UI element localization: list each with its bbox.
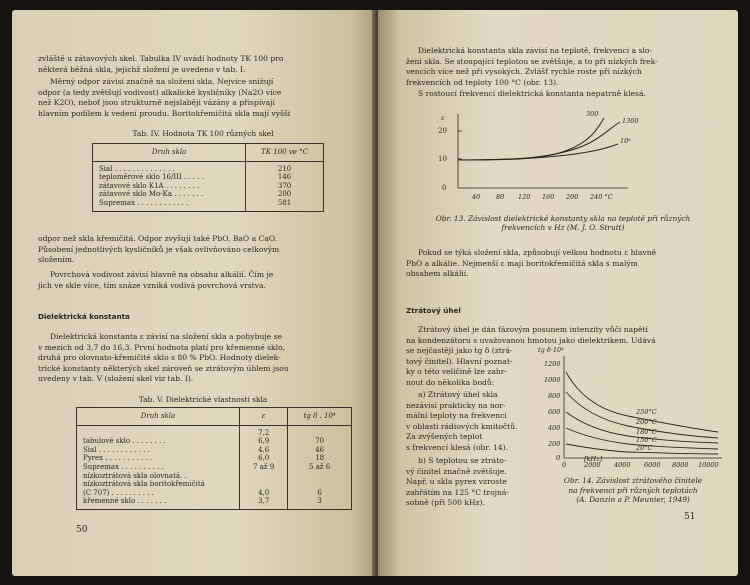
table-row: Pyrex . . . . . . . . . . . 6,0 18: [77, 454, 352, 463]
table-5-header-eps: ε: [240, 408, 288, 426]
fig14-y-tick: 200: [548, 440, 561, 448]
right-paragraph-3: Pokud se týká složení skla, způsobují velkou hodnotu ε hlavně PbO a alkálie. Nejmenší ε mají boritokřemičitá skla s malým obsahem alkálií.: [406, 248, 657, 279]
fig13-curve-1300: [458, 122, 620, 160]
table-5-header-kind: Druh skla: [77, 408, 240, 426]
fig14-x-tick: 6000: [644, 461, 661, 469]
figure-13-caption: Obr. 13. Závislost dielektrické konstanty skla na teplotě při různých frekvencích v Hz (M. J. O. Strutt): [435, 214, 691, 232]
table-row: křemenné sklo . . . . . . . 3,7 3: [77, 497, 352, 509]
fig13-curve-300: [458, 118, 604, 160]
right-paragraph-1: Dielektrická konstanta skla závisí na teplotě, frekvenci a slo- žení skla. Se stoupající teplotou se zvětšuje, a to při nízkých frek- vencích více než při vysokých. Zvlášť rychle roste při nízkých frekvencích od teploty 100 °C (obr. 13).: [406, 46, 658, 87]
fig13-curve-label: 300: [586, 110, 599, 118]
table-row: zátavové sklo K1A . . . . . . . . 370: [93, 182, 324, 191]
left-paragraph-3: odpor než skla křemičitá. Odpor zvyšují také PbO, BaO a CaO. Působení jednotlivých kysličníků je však ovlivňováno celkovým složením.: [38, 234, 280, 265]
fig13-curve-1e6: [458, 144, 618, 160]
table-row: Supremax . . . . . . . . . . 7 až 9 5 až 6: [77, 463, 352, 472]
fig14-x-tick: 0: [562, 461, 567, 469]
right-paragraph-5: a) Ztrátový úhel skla nezávisí prakticky na nor- mální teploty na frekvenci v oblasti rádiových kmitočtů. Za zvýšených teplot s frekvencí klesá (obr. 14).: [406, 390, 518, 452]
table-row: Supremax . . . . . . . . . . . . 581: [93, 199, 324, 211]
left-page-number: 50: [76, 525, 88, 535]
fig13-y-tick: 10: [438, 155, 447, 163]
fig13-x-tick: 160: [542, 193, 555, 201]
fig13-curve-label: 10⁶: [620, 137, 631, 145]
fig14-y-tick: 1000: [544, 376, 561, 384]
right-paragraph-2: S rostoucí frekvencí dielektrická konstanta nepatrně klesá.: [418, 89, 646, 98]
fig13-x-tick: 200: [566, 193, 579, 201]
table-row: (C 707) . . . . . . . . . . 4,0 6: [77, 489, 352, 498]
table-5-header-tg: tg δ . 10⁴: [288, 408, 352, 426]
table-4-header-tk: TK 100 ve °C: [246, 144, 324, 162]
fig13-x-tick: 240 °C: [590, 193, 613, 201]
fig14-curve-label: 20°C: [636, 444, 653, 452]
table-row: tabulové sklo . . . . . . . . 6,9 70: [77, 437, 352, 446]
fig14-y-tick: 800: [548, 392, 561, 400]
left-paragraph-2: Měrný odpor závisí značně na složení skla. Nejvíce snižují odpor (a tedy zvětšují vodivost) alkalické kysličníky (Na2O více než K2O), neboť jsou strukturně nejslaběji vázány a přispívají hlavním podílem k vedení proudu. Boritokřemičitá skla mají vyšší: [38, 77, 291, 118]
fig13-curve-label: 1300: [622, 117, 639, 125]
table-5: [76, 407, 352, 510]
fig14-x-unit: [kHz]: [584, 455, 603, 463]
fig13-x-tick: 80: [496, 193, 505, 201]
fig14-curve-label: 180°C: [636, 428, 657, 436]
section-heading-dielectric: Dielektrická konstanta: [38, 312, 130, 321]
fig14-y-tick: 400: [548, 424, 561, 432]
table-4: [92, 143, 324, 212]
left-page: [12, 10, 378, 576]
table-5-caption: Tab. V. Dielektrické vlastnosti skla: [138, 395, 268, 404]
table-4-header-kind: Druh skla: [93, 144, 246, 162]
fig14-curve-label: 150°C: [636, 436, 657, 444]
table-row: nízkoztrátová skla boritokřemičitá: [77, 480, 352, 489]
figure-14-caption: Obr. 14. Závislost ztrátového činitele na frekvenci při různých teplotách (A. Danzin a P. Meunier, 1949): [563, 476, 703, 505]
fig13-y-tick: 0: [442, 184, 447, 192]
fig13-x-tick: 120: [518, 193, 531, 201]
table-row: teploměrové sklo 16/III . . . . . 146: [93, 173, 324, 182]
fig14-x-tick: 10000: [698, 461, 719, 469]
fig14-x-tick: 8000: [672, 461, 689, 469]
table-row: 7,2: [77, 425, 352, 437]
fig14-curve-label: 200°C: [636, 418, 657, 426]
fig14-x-tick: 4000: [614, 461, 631, 469]
fig14-curve-label: 250°C: [636, 408, 657, 416]
left-paragraph-5: Dielektrická konstanta ε závisí na složení skla a pohybuje se v mezích od 3,7 do 16,3. První hodnota platí pro křemenné sklo, druhá pro olovnato-křemičité sklo s 80 % PbO. Hodnoty dielek- trické konstanty některých skel zároveň se ztrátovým úhlem jsou uvedeny v tab. V (složení skel viz tab. I).: [38, 332, 289, 384]
left-paragraph-4: Povrchová vodivost závisí hlavně na obsahu alkálií. Čím je jich ve skle více, tím snáze vzniká vodivá povrchová vrstva.: [38, 270, 274, 290]
table-row: Sial . . . . . . . . . . . . 4,6 46: [77, 446, 352, 455]
fig14-x-tick: 2000: [584, 461, 601, 469]
fig13-y-label: ε: [441, 114, 445, 122]
figure-13-chart: [438, 106, 678, 210]
left-paragraph-1: zvláště u zátavových skel. Tabulka IV uvádí hodnoty TK 100 pro některá běžná skla, jejichž složení je uvedeno v tab. I.: [38, 54, 284, 74]
table-4-caption: Tab. IV. Hodnota TK 100 různých skel: [132, 129, 274, 138]
table-row: zátavové sklo Mo-Ka . . . . . . . 200: [93, 190, 324, 199]
right-paragraph-6: b) S teplotou se ztráto- vý činitel značně zvětšuje. Např. u skla pyrex vzroste zahřátím na 125 °C trojná- sobně (při 500 kHz).: [406, 456, 510, 508]
fig13-y-tick: 20: [438, 127, 447, 135]
right-page: [378, 10, 738, 576]
table-row: Sial . . . . . . . . . . . . . . 210: [93, 161, 324, 173]
fig14-y-tick: 600: [548, 408, 561, 416]
fig14-y-label: tg δ·10⁴: [538, 346, 564, 354]
section-heading-loss-angle: Ztrátový úhel: [406, 306, 461, 315]
right-page-number: 51: [684, 512, 696, 522]
figure-14-chart: [538, 344, 728, 474]
fig14-y-tick: 0: [556, 454, 561, 462]
fig13-x-tick: 40: [472, 193, 481, 201]
fig14-y-tick: 1200: [544, 360, 561, 368]
right-paragraph-4: Ztrátový úhel je dán fázovým posunem intenzity vůči napětí na kondenzátoru s uvažovanou hmotou jako dielektrikem. Udává se nejčastěji jako tg δ (ztrá- tový činitel). Hlavní poznat- ky o této veličině lze zahr- nout do několika bodů:: [406, 325, 656, 387]
table-row: nízkoztrátová skla olovnatá. .: [77, 472, 352, 481]
